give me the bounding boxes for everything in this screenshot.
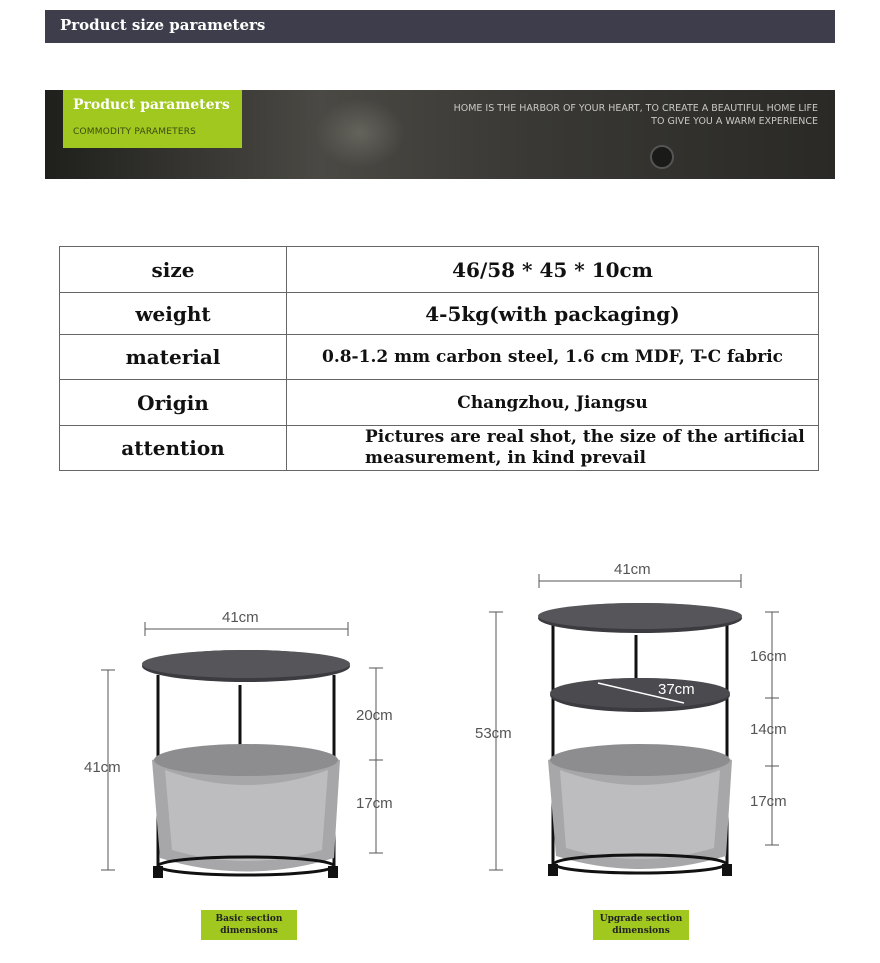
upgrade-middle-label: 14cm xyxy=(750,721,787,738)
spec-value: Changzhou, Jiangsu xyxy=(287,380,819,426)
upgrade-top-label: 16cm xyxy=(750,648,787,665)
spec-value: 46/58 * 45 * 10cm xyxy=(287,247,819,293)
section-title: Product size parameters xyxy=(60,16,266,34)
spec-value: 0.8-1.2 mm carbon steel, 1.6 cm MDF, T-C fabric xyxy=(287,335,819,380)
upgrade-section-label xyxy=(593,910,689,940)
upgrade-shelf-label: 37cm xyxy=(658,681,695,698)
basic-section-label xyxy=(201,910,297,940)
attention-line-1: Pictures are real shot, the size of the artificial xyxy=(365,427,805,447)
upgrade-lower-label: 17cm xyxy=(750,793,787,810)
basic-height-label: 41cm xyxy=(84,759,121,776)
basic-label-line-2: dimensions xyxy=(220,926,278,936)
basic-table-illustration xyxy=(101,622,383,878)
upgrade-table-illustration xyxy=(489,574,779,876)
spec-key: material xyxy=(60,335,287,380)
upgrade-label-line-1: Upgrade section xyxy=(599,914,683,924)
basic-lower-label: 17cm xyxy=(356,795,393,812)
spec-key: size xyxy=(60,247,287,293)
banner-title: Product parameters xyxy=(73,97,230,113)
upgrade-width-label: 41cm xyxy=(614,561,651,578)
slogan-line-1: HOME IS THE HARBOR OF YOUR HEART, TO CREATE A BEAUTIFUL HOME LIFE xyxy=(453,103,818,114)
upgrade-label-line-2: dimensions xyxy=(612,926,670,936)
banner-subtitle: COMMODITY PARAMETERS xyxy=(73,127,197,137)
basic-label-line-1: Basic section xyxy=(215,914,283,924)
spec-key: attention xyxy=(60,426,287,471)
spec-key: weight xyxy=(60,293,287,335)
spec-value: 4-5kg(with packaging) xyxy=(287,293,819,335)
attention-line-2: measurement, in kind prevail xyxy=(365,448,646,468)
spec-key: Origin xyxy=(60,380,287,426)
basic-width-label: 41cm xyxy=(222,609,259,626)
upgrade-height-label: 53cm xyxy=(475,725,512,742)
slogan-line-2: TO GIVE YOU A WARM EXPERIENCE xyxy=(651,116,818,127)
basic-upper-label: 20cm xyxy=(356,707,393,724)
